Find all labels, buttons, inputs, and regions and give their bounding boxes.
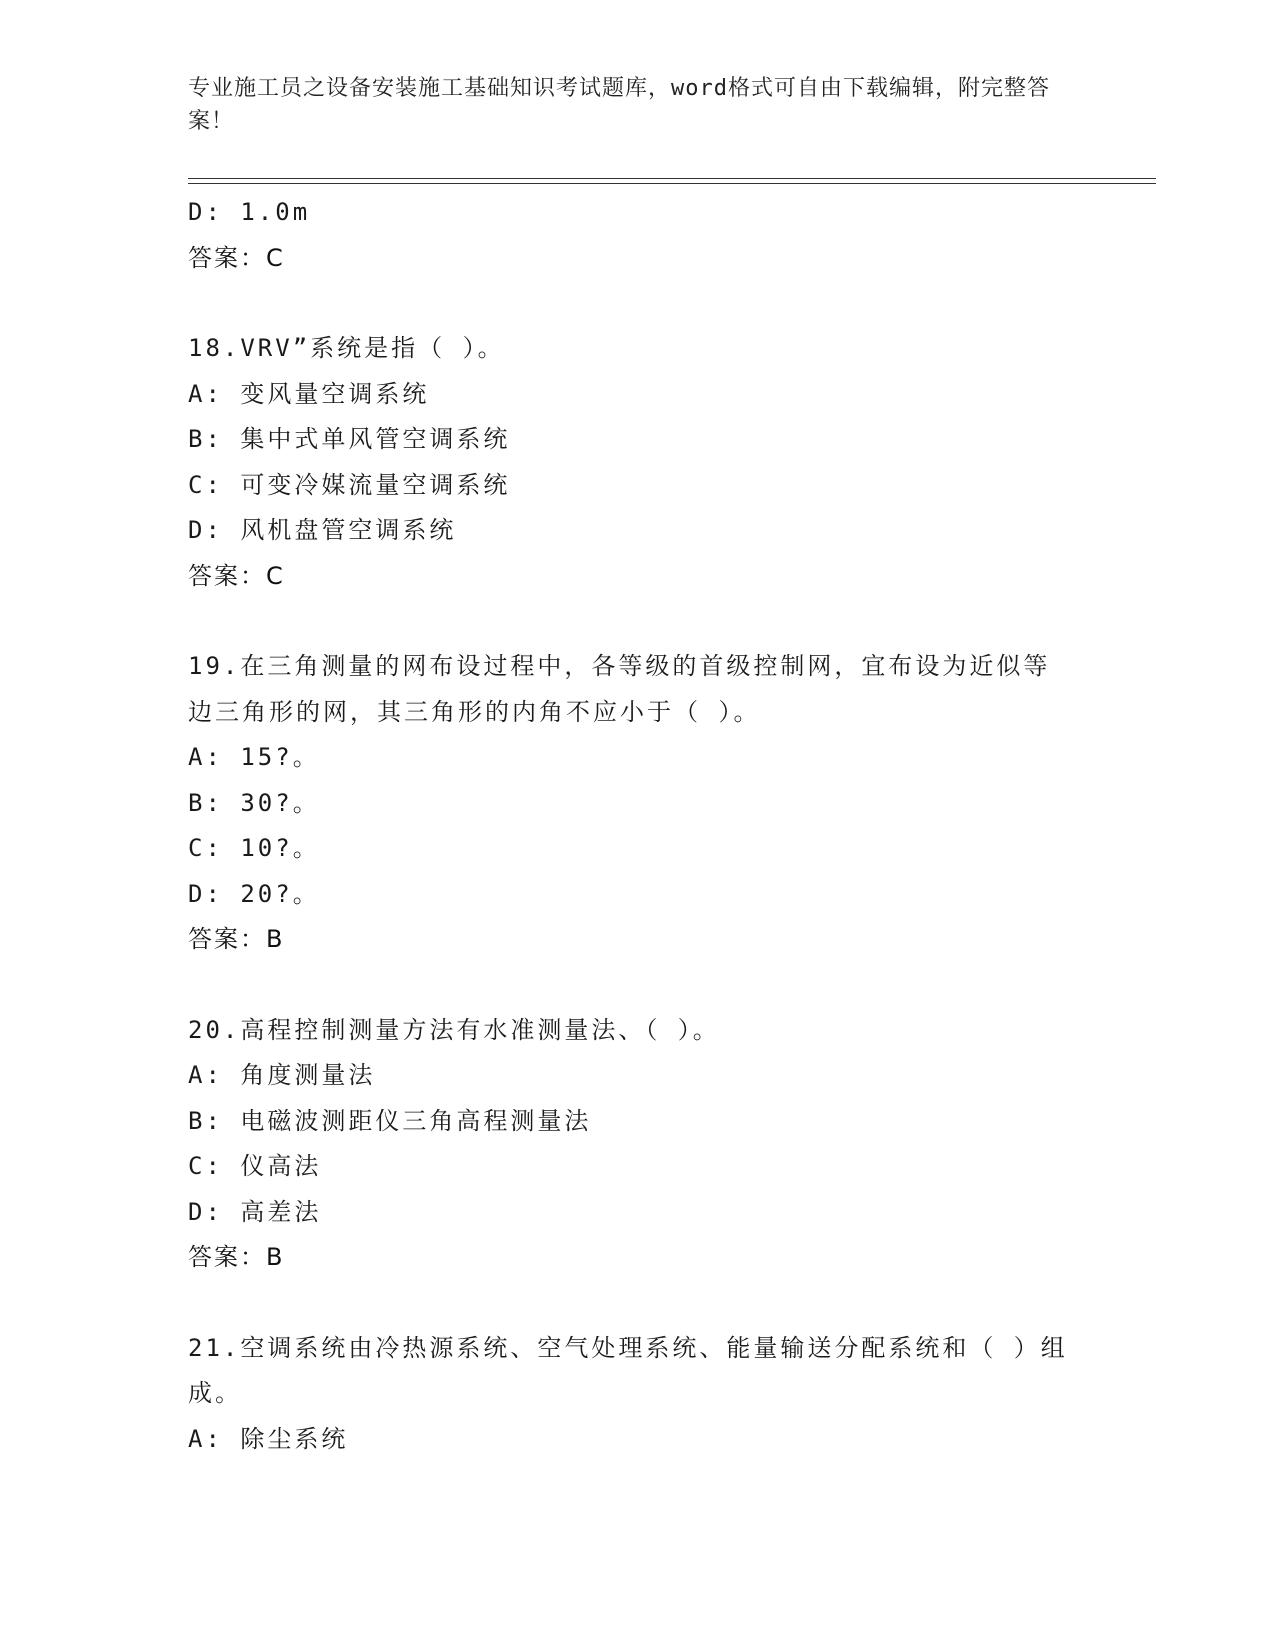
- spacer: [188, 599, 1088, 644]
- header-rule-bottom: [188, 183, 1156, 184]
- prev-answer: 答案：C: [188, 243, 285, 272]
- option-b: B: 集中式单风管空调系统: [188, 425, 511, 453]
- option-a: A: 15?。: [188, 743, 320, 771]
- question-text: 20.高程控制测量方法有水准测量法、（ ）。: [188, 1015, 720, 1044]
- header-rule-top: [188, 178, 1156, 179]
- option-a: A: 变风量空调系统: [188, 379, 430, 408]
- answer: 答案：B: [188, 1243, 285, 1271]
- question-content: [188, 190, 1088, 1462]
- question-20: [188, 1008, 1088, 1281]
- question-text: 18.VRV”系统是指（ ）。: [188, 334, 505, 362]
- answer: 答案：C: [188, 561, 285, 590]
- option-d: D: 20?。: [188, 879, 320, 908]
- option-c: C: 仪高法: [188, 1152, 322, 1180]
- spacer: [188, 281, 1088, 326]
- spacer: [188, 1281, 1088, 1326]
- option-c: C: 10?。: [188, 834, 320, 862]
- answer: 答案：B: [188, 925, 285, 953]
- option-a: A: 角度测量法: [188, 1061, 376, 1089]
- question-text: 21.空调系统由冷热源系统、空气处理系统、能量输送分配系统和（ ）组成。: [188, 1333, 1068, 1407]
- option-b: B: 30?。: [188, 788, 320, 817]
- prev-option-d: D: 1.0m: [188, 198, 311, 226]
- option-c: C: 可变冷媒流量空调系统: [188, 470, 511, 499]
- question-18: [188, 326, 1088, 599]
- question-21: [188, 1326, 1088, 1463]
- option-b: B: 电磁波测距仪三角高程测量法: [188, 1106, 592, 1135]
- question-19: [188, 644, 1088, 963]
- option-d: D: 高差法: [188, 1197, 322, 1226]
- question-text: 19.在三角测量的网布设过程中，各等级的首级控制网，宜布设为近似等边三角形的网，其三角形的内角不应小于（ ）。: [188, 652, 1051, 726]
- spacer: [188, 963, 1088, 1008]
- page-header: 专业施工员之设备安装施工基础知识考试题库，word格式可自由下载编辑，附完整答案！: [188, 76, 1050, 134]
- option-d: D: 风机盘管空调系统: [188, 516, 457, 544]
- option-a: A: 除尘系统: [188, 1424, 349, 1453]
